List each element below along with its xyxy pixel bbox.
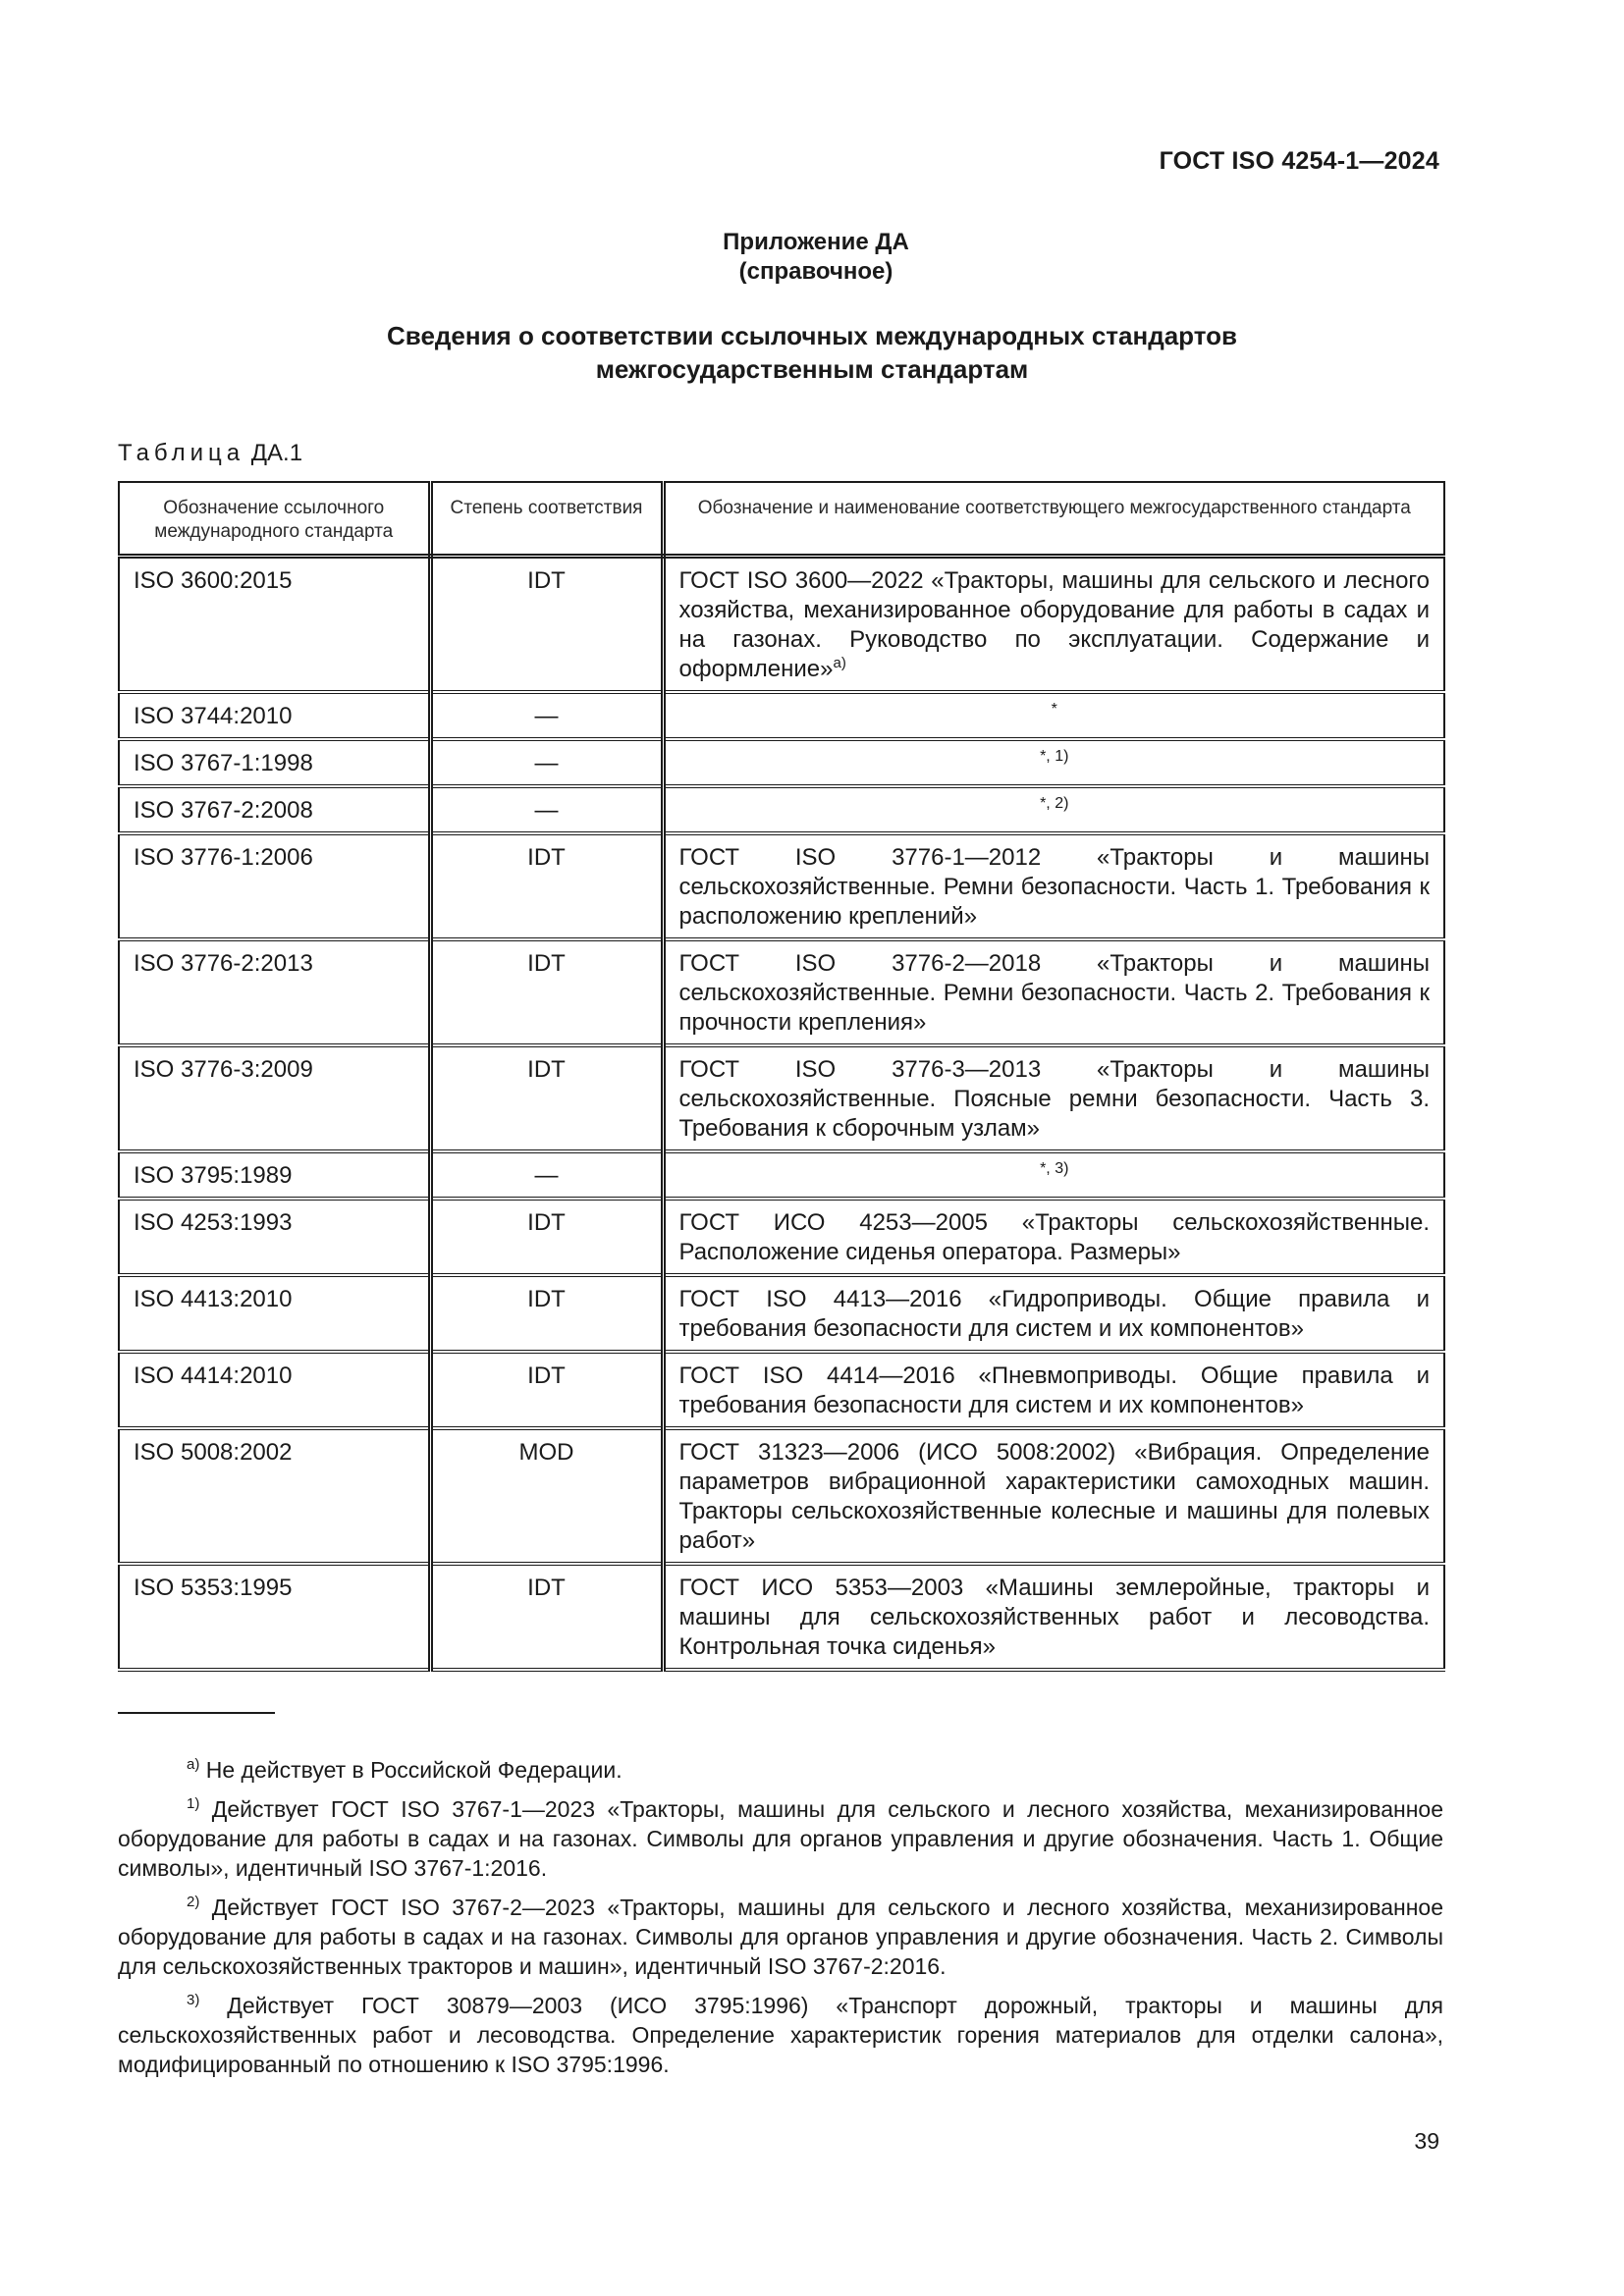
table-caption-word: Таблица [118, 440, 245, 466]
footnote-marker: а) [833, 655, 846, 671]
cell-reference-standard: ISO 5008:2002 [119, 1428, 430, 1564]
table-body [119, 557, 1444, 1671]
footnote [118, 1991, 1443, 2079]
page-title-line-1: Сведения о соответствии ссылочных международных стандартов [387, 321, 1237, 350]
cell-national-standard [663, 833, 1444, 939]
cell-national-standard [663, 786, 1444, 833]
page-title-line-2: межгосударственным стандартам [595, 354, 1029, 384]
footnote-text: Не действует в Российской Федерации. [205, 1757, 623, 1783]
table-row [119, 1151, 1444, 1199]
national-standard-text: ГОСТ ISO 3600—2022 «Тракторы, машины для сельского и лесного хозяйства, механизированное оборудование для работы в садах и на газонах. Руководство по эксплуатации. Содержание и оформление» [678, 567, 1430, 682]
cell-national-standard [663, 739, 1444, 786]
cell-degree: IDT [430, 939, 663, 1045]
cell-degree: IDT [430, 1199, 663, 1275]
cell-degree: IDT [430, 1352, 663, 1428]
cell-reference-standard: ISO 5353:1995 [119, 1564, 430, 1670]
cell-reference-standard: ISO 3776-2:2013 [119, 939, 430, 1045]
table-row [119, 1199, 1444, 1275]
cell-degree: MOD [430, 1428, 663, 1564]
national-standard-text: ГОСТ ISO 4414—2016 «Пневмоприводы. Общие правила и требования безопасности для систем и их компонентов» [678, 1362, 1430, 1418]
footnote-text: Действует ГОСТ ISO 3767-1—2023 «Тракторы, машины для сельского и лесного хозяйства, механизированное оборудование для работы в садах и на газонах. Символы для органов управления и другие обозначения. Часть 1. Общие символы», идентичный ISO 3767-1:2016. [118, 1796, 1444, 1881]
cell-reference-standard: ISO 3795:1989 [119, 1151, 430, 1199]
footnote-text: Действует ГОСТ ISO 3767-2—2023 «Тракторы, машины для сельского и лесного хозяйства, механизированное оборудование для работы в садах и на газонах. Символы для органов управления и другие обозначения. Часть 2. Символы для сельскохозяйственных тракторов и машин», идентичный ISO 3767-2:2016. [118, 1895, 1444, 1979]
table-caption [118, 440, 302, 467]
table-row [119, 833, 1444, 939]
table-row [119, 786, 1444, 833]
footnote [118, 1893, 1443, 1981]
footnotes [118, 1755, 1443, 2089]
footnote-separator [118, 1712, 275, 1714]
cell-degree: IDT [430, 1275, 663, 1352]
footnote-mark: 3) [187, 1992, 200, 2008]
cell-degree: IDT [430, 557, 663, 693]
national-standard-text: ГОСТ ИСО 5353—2003 «Машины землеройные, тракторы и машины для сельскохозяйственных работ и лесоводства. Контрольная точка сиденья» [678, 1575, 1430, 1660]
cell-degree: — [430, 692, 663, 739]
cell-national-standard [663, 557, 1444, 693]
appendix-label: Приложение ДА [723, 229, 909, 255]
national-standard-text: ГОСТ ISO 4413—2016 «Гидроприводы. Общие правила и требования безопасности для систем и их компонентов» [678, 1286, 1430, 1342]
page-title [0, 319, 1624, 386]
cell-degree: — [430, 1151, 663, 1199]
column-header-national-standard: Обозначение и наименование соответствующего межгосударственного стандарта [663, 482, 1444, 557]
table-row [119, 1275, 1444, 1352]
table-caption-id: ДА.1 [250, 440, 303, 466]
correspondence-table [118, 481, 1445, 1672]
footnote-marker: *, 1) [1040, 748, 1069, 765]
cell-national-standard [663, 1199, 1444, 1275]
footnote-mark: а) [187, 1756, 200, 1773]
national-standard-text: ГОСТ 31323—2006 (ИСО 5008:2002) «Вибрация. Определение параметров вибрационной характеристики самоходных машин. Тракторы сельскохозяйственные колесные и машины для полевых работ» [678, 1439, 1430, 1554]
footnote-marker: *, 2) [1040, 795, 1069, 812]
table-header-row [119, 482, 1444, 557]
national-standard-text: ГОСТ ИСО 4253—2005 «Тракторы сельскохозяйственные. Расположение сиденья оператора. Размеры» [678, 1209, 1430, 1265]
column-header-reference: Обозначение ссылочного международного стандарта [119, 482, 430, 557]
footnote [118, 1794, 1443, 1883]
table-row [119, 1428, 1444, 1564]
table-row [119, 692, 1444, 739]
column-header-degree: Степень соответствия [430, 482, 663, 557]
page-number: 39 [1414, 2128, 1439, 2154]
cell-national-standard [663, 1045, 1444, 1151]
cell-reference-standard: ISO 4413:2010 [119, 1275, 430, 1352]
cell-reference-standard: ISO 3776-1:2006 [119, 833, 430, 939]
table-row [119, 1564, 1444, 1670]
table-row [119, 939, 1444, 1045]
table-row [119, 1352, 1444, 1428]
cell-national-standard [663, 692, 1444, 739]
national-standard-text: ГОСТ ISO 3776-2—2018 «Тракторы и машины сельскохозяйственные. Ремни безопасности. Часть 2. Требования к прочности крепления» [678, 950, 1430, 1036]
cell-reference-standard: ISO 3767-1:1998 [119, 739, 430, 786]
cell-reference-standard: ISO 3767-2:2008 [119, 786, 430, 833]
cell-national-standard [663, 1151, 1444, 1199]
footnote [118, 1755, 1443, 1785]
cell-national-standard [663, 1564, 1444, 1670]
table-row [119, 557, 1444, 693]
footnote-text: Действует ГОСТ 30879—2003 (ИСО 3795:1996) «Транспорт дорожный, тракторы и машины для сельскохозяйственных работ и лесоводства. Определение характеристик горения материалов для отделки салона», модифицированный по отношению к ISO 3795:1996. [118, 1993, 1444, 2077]
footnote-marker: * [1051, 701, 1057, 718]
document-id-header: ГОСТ ISO 4254-1—2024 [1159, 147, 1439, 175]
appendix-heading [0, 228, 1624, 287]
cell-reference-standard: ISO 4414:2010 [119, 1352, 430, 1428]
cell-degree: IDT [430, 1564, 663, 1670]
cell-degree: — [430, 739, 663, 786]
footnote-mark: 2) [187, 1894, 200, 1910]
cell-reference-standard: ISO 3600:2015 [119, 557, 430, 693]
cell-national-standard [663, 1352, 1444, 1428]
cell-reference-standard: ISO 3776-3:2009 [119, 1045, 430, 1151]
cell-reference-standard: ISO 4253:1993 [119, 1199, 430, 1275]
table-row [119, 1045, 1444, 1151]
cell-national-standard [663, 1275, 1444, 1352]
appendix-type: (справочное) [738, 258, 893, 285]
table-row [119, 739, 1444, 786]
cell-degree: — [430, 786, 663, 833]
national-standard-text: ГОСТ ISO 3776-3—2013 «Тракторы и машины сельскохозяйственные. Поясные ремни безопасности. Часть 3. Требования к сборочным узлам» [678, 1056, 1430, 1142]
footnote-marker: *, 3) [1040, 1160, 1069, 1177]
cell-reference-standard: ISO 3744:2010 [119, 692, 430, 739]
cell-degree: IDT [430, 1045, 663, 1151]
national-standard-text: ГОСТ ISO 3776-1—2012 «Тракторы и машины сельскохозяйственные. Ремни безопасности. Часть 1. Требования к расположению креплений» [678, 844, 1430, 930]
cell-degree: IDT [430, 833, 663, 939]
cell-national-standard [663, 1428, 1444, 1564]
cell-national-standard [663, 939, 1444, 1045]
footnote-mark: 1) [187, 1795, 200, 1812]
